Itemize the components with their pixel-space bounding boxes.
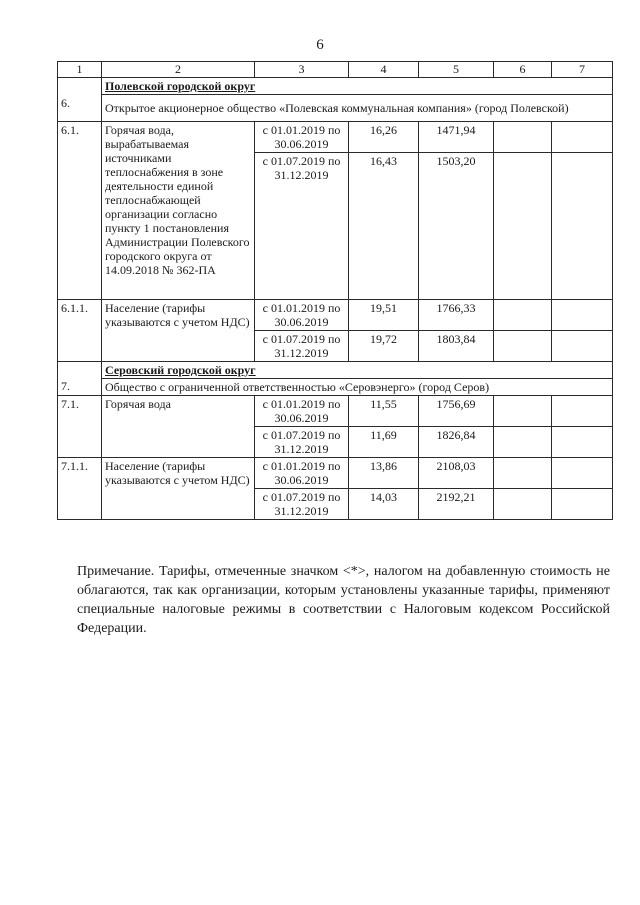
empty-cell (552, 488, 613, 519)
column-header: 2 (102, 62, 255, 78)
value-cell: 16,43 (349, 152, 419, 299)
value-cell: 1503,20 (419, 152, 494, 299)
tariff-table (57, 61, 613, 520)
column-header: 3 (255, 62, 349, 78)
footnote-text: Примечание. Тарифы, отмеченные значком <*>, налогом на добавленную стоимость не облагаются, так как организации, которым установлены указанные тарифы, применяют специальные налоговые режимы в соответствии с Налоговым кодексом Российской Федерации. (77, 564, 610, 636)
item-number: 7.1.1. (58, 457, 102, 519)
item-name: Население (тарифы указываются с учетом НДС) (102, 457, 255, 519)
org-number: 7. (58, 378, 102, 395)
empty-cell (552, 457, 613, 488)
empty-cell (552, 299, 613, 330)
value-cell: 1756,69 (419, 395, 494, 426)
value-cell: 13,86 (349, 457, 419, 488)
table-row (58, 395, 613, 426)
value-cell: 1803,84 (419, 330, 494, 361)
column-header: 6 (494, 62, 552, 78)
section-row (58, 361, 613, 378)
period-cell: с 01.01.2019 по 30.06.2019 (255, 395, 349, 426)
table-row (58, 457, 613, 488)
value-cell: 1766,33 (419, 299, 494, 330)
empty-cell (552, 121, 613, 152)
value-cell: 2192,21 (419, 488, 494, 519)
item-name: Население (тарифы указываются с учетом НДС) (102, 299, 255, 361)
section-row (58, 78, 613, 95)
org-name: Открытое акционерное общество «Полевская коммунальная компания» (город Полевской) (102, 95, 613, 122)
column-header: 1 (58, 62, 102, 78)
empty-cell (552, 395, 613, 426)
empty-cell (494, 152, 552, 299)
period-cell: с 01.07.2019 по 31.12.2019 (255, 488, 349, 519)
empty-cell (494, 426, 552, 457)
empty-cell (552, 426, 613, 457)
item-name: Горячая вода, вырабатываемая источниками теплоснабжения в зоне деятельности единой теплоснабжающей организации согласно пункту 1 постановления Администрации Полевского городского округа от 14.09.2018 № 362-ПА (102, 121, 255, 299)
value-cell: 19,51 (349, 299, 419, 330)
value-cell: 1471,94 (419, 121, 494, 152)
item-number: 7.1. (58, 395, 102, 457)
period-cell: с 01.07.2019 по 31.12.2019 (255, 426, 349, 457)
period-cell: с 01.07.2019 по 31.12.2019 (255, 330, 349, 361)
column-header: 4 (349, 62, 419, 78)
value-cell: 16,26 (349, 121, 419, 152)
table-row (58, 299, 613, 330)
empty-cell (494, 330, 552, 361)
value-cell: 11,55 (349, 395, 419, 426)
value-cell: 14,03 (349, 488, 419, 519)
empty-cell (494, 395, 552, 426)
value-cell: 19,72 (349, 330, 419, 361)
empty-cell (552, 152, 613, 299)
item-number: 6.1. (58, 121, 102, 299)
column-header: 7 (552, 62, 613, 78)
org-name: Общество с ограниченной ответственностью «Серовэнерго» (город Серов) (102, 378, 613, 395)
page-number: 6 (316, 37, 324, 53)
value-cell: 1826,84 (419, 426, 494, 457)
empty-cell (494, 121, 552, 152)
period-cell: с 01.01.2019 по 30.06.2019 (255, 299, 349, 330)
period-cell: с 01.07.2019 по 31.12.2019 (255, 152, 349, 299)
period-cell: с 01.01.2019 по 30.06.2019 (255, 457, 349, 488)
empty-cell (494, 299, 552, 330)
empty-cell (552, 330, 613, 361)
column-header: 5 (419, 62, 494, 78)
empty-cell (494, 457, 552, 488)
item-number: 6.1.1. (58, 299, 102, 361)
section-title: Полевской городской округ (102, 78, 613, 95)
section-title: Серовский городской округ (102, 361, 613, 378)
item-name: Горячая вода (102, 395, 255, 457)
header-row (58, 62, 613, 78)
value-cell: 2108,03 (419, 457, 494, 488)
period-cell: с 01.01.2019 по 30.06.2019 (255, 121, 349, 152)
org-number: 6. (58, 95, 102, 122)
organization-row (58, 95, 613, 122)
organization-row (58, 378, 613, 395)
table-row (58, 121, 613, 152)
empty-cell (494, 488, 552, 519)
value-cell: 11,69 (349, 426, 419, 457)
